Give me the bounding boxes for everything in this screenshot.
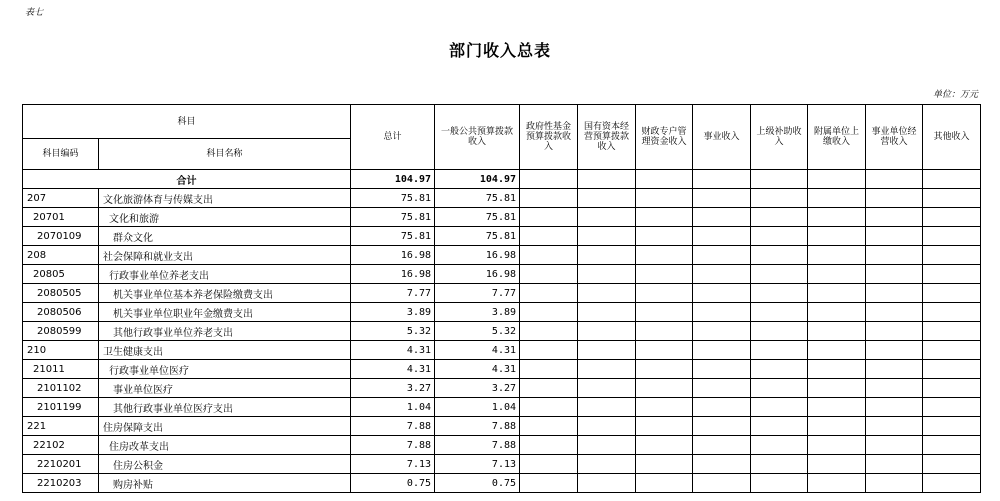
row-code: 21011 [23, 360, 99, 379]
row-name: 行政事业单位医疗 [99, 360, 351, 379]
empty-cell [636, 208, 693, 227]
empty-cell [923, 455, 981, 474]
empty-cell [636, 322, 693, 341]
row-code: 2210201 [23, 455, 99, 474]
empty-cell [808, 360, 866, 379]
empty-cell [866, 360, 923, 379]
empty-cell [923, 360, 981, 379]
empty-cell [808, 246, 866, 265]
table-row [23, 417, 981, 436]
row-total: 3.89 [351, 303, 435, 322]
row-code: 2080505 [23, 284, 99, 303]
empty-cell [751, 303, 808, 322]
row-total: 4.31 [351, 360, 435, 379]
empty-cell [578, 417, 636, 436]
empty-cell [751, 360, 808, 379]
row-code: 208 [23, 246, 99, 265]
empty-cell [636, 360, 693, 379]
row-general: 7.88 [435, 417, 520, 436]
header-row-1 [23, 105, 981, 139]
empty-cell [520, 284, 578, 303]
row-name: 文化旅游体育与传媒支出 [99, 189, 351, 208]
empty-cell [693, 265, 751, 284]
row-name: 文化和旅游 [99, 208, 351, 227]
row-code: 2080599 [23, 322, 99, 341]
row-general: 75.81 [435, 208, 520, 227]
empty-cell [866, 455, 923, 474]
empty-cell [751, 189, 808, 208]
empty-cell [520, 322, 578, 341]
empty-cell [520, 265, 578, 284]
empty-cell [866, 322, 923, 341]
table-row [23, 455, 981, 474]
empty-cell [693, 208, 751, 227]
empty-cell [636, 417, 693, 436]
empty-cell [636, 455, 693, 474]
empty-cell [693, 417, 751, 436]
empty-cell [808, 341, 866, 360]
empty-cell [578, 246, 636, 265]
row-general: 3.27 [435, 379, 520, 398]
empty-cell [578, 265, 636, 284]
empty-cell [808, 189, 866, 208]
empty-cell [866, 474, 923, 493]
table-row [23, 246, 981, 265]
empty-cell [636, 379, 693, 398]
row-code: 207 [23, 189, 99, 208]
empty-cell [866, 398, 923, 417]
row-general: 7.77 [435, 284, 520, 303]
empty-cell [636, 284, 693, 303]
empty-cell [866, 303, 923, 322]
table-row [23, 227, 981, 246]
empty-cell [578, 436, 636, 455]
empty-cell [923, 189, 981, 208]
empty-cell [636, 398, 693, 417]
empty-cell [578, 474, 636, 493]
empty-cell [693, 398, 751, 417]
row-general: 5.32 [435, 322, 520, 341]
row-total: 5.32 [351, 322, 435, 341]
header-gov-fund: 政府性基金预算拨款收入 [520, 105, 578, 170]
row-name: 住房保障支出 [99, 417, 351, 436]
empty-cell [693, 227, 751, 246]
row-name: 住房改革支出 [99, 436, 351, 455]
empty-cell [520, 227, 578, 246]
row-total: 7.13 [351, 455, 435, 474]
row-general: 16.98 [435, 246, 520, 265]
empty-cell [923, 379, 981, 398]
empty-cell [693, 189, 751, 208]
empty-cell [808, 284, 866, 303]
row-general: 4.31 [435, 360, 520, 379]
empty-cell [923, 474, 981, 493]
empty-cell [866, 436, 923, 455]
empty-cell [578, 322, 636, 341]
empty-cell [578, 227, 636, 246]
empty-cell [923, 227, 981, 246]
table-row [23, 265, 981, 284]
row-general: 7.13 [435, 455, 520, 474]
empty-cell [693, 303, 751, 322]
header-fiscal-special: 财政专户管理资金收入 [636, 105, 693, 170]
empty-cell [578, 341, 636, 360]
empty-cell [808, 322, 866, 341]
row-general: 16.98 [435, 265, 520, 284]
empty-cell [751, 398, 808, 417]
empty-cell [520, 208, 578, 227]
row-general: 1.04 [435, 398, 520, 417]
empty-cell [808, 436, 866, 455]
empty-cell [520, 189, 578, 208]
header-business: 事业收入 [693, 105, 751, 170]
row-name: 其他行政事业单位医疗支出 [99, 398, 351, 417]
empty-cell [520, 379, 578, 398]
empty-cell [693, 360, 751, 379]
row-name: 机关事业单位职业年金缴费支出 [99, 303, 351, 322]
empty-cell [520, 303, 578, 322]
row-code: 2210203 [23, 474, 99, 493]
empty-cell [520, 474, 578, 493]
empty-cell [808, 455, 866, 474]
row-total: 16.98 [351, 246, 435, 265]
total-row [23, 170, 981, 189]
empty-cell [693, 379, 751, 398]
empty-cell [866, 417, 923, 436]
empty-cell [636, 227, 693, 246]
empty-cell [578, 284, 636, 303]
empty-cell [520, 455, 578, 474]
empty-cell [578, 303, 636, 322]
empty-cell [520, 398, 578, 417]
total-total: 104.97 [351, 170, 435, 189]
row-total: 7.88 [351, 436, 435, 455]
row-total: 75.81 [351, 208, 435, 227]
empty-cell [808, 208, 866, 227]
empty-cell [578, 379, 636, 398]
row-general: 4.31 [435, 341, 520, 360]
empty-cell [751, 322, 808, 341]
empty-cell [866, 284, 923, 303]
row-total: 75.81 [351, 227, 435, 246]
table-row [23, 436, 981, 455]
page-title: 部门收入总表 [448, 41, 551, 60]
total-label: 合计 [23, 170, 351, 189]
row-general: 7.88 [435, 436, 520, 455]
row-total: 7.77 [351, 284, 435, 303]
empty-cell [693, 341, 751, 360]
empty-cell [751, 417, 808, 436]
row-name: 卫生健康支出 [99, 341, 351, 360]
row-code: 20805 [23, 265, 99, 284]
empty-cell [866, 246, 923, 265]
unit-label: 单位：万元 [932, 90, 978, 100]
row-total: 16.98 [351, 265, 435, 284]
row-total: 75.81 [351, 189, 435, 208]
empty-cell [923, 417, 981, 436]
total-general: 104.97 [435, 170, 520, 189]
header-affiliated: 附属单位上缴收入 [808, 105, 866, 170]
empty-cell [751, 227, 808, 246]
header-operating: 事业单位经营收入 [866, 105, 923, 170]
empty-cell [751, 474, 808, 493]
empty-cell [636, 474, 693, 493]
empty-cell [578, 189, 636, 208]
empty-cell [808, 398, 866, 417]
empty-cell [693, 322, 751, 341]
row-name: 社会保障和就业支出 [99, 246, 351, 265]
table-row [23, 208, 981, 227]
row-total: 1.04 [351, 398, 435, 417]
row-general: 0.75 [435, 474, 520, 493]
table-row [23, 189, 981, 208]
empty-cell [578, 208, 636, 227]
header-subject: 科目 [23, 105, 351, 139]
row-name: 事业单位医疗 [99, 379, 351, 398]
empty-cell [751, 379, 808, 398]
row-code: 2101199 [23, 398, 99, 417]
empty-cell [808, 303, 866, 322]
empty-cell [808, 379, 866, 398]
empty-cell [866, 265, 923, 284]
row-total: 4.31 [351, 341, 435, 360]
row-name: 其他行政事业单位养老支出 [99, 322, 351, 341]
header-name: 科目名称 [99, 139, 351, 170]
empty-cell [693, 284, 751, 303]
empty-cell [866, 379, 923, 398]
empty-cell [751, 455, 808, 474]
table-row [23, 379, 981, 398]
empty-cell [751, 208, 808, 227]
header-total: 总计 [351, 105, 435, 170]
empty-cell [808, 417, 866, 436]
header-state-capital: 国有资本经营预算拨款收入 [578, 105, 636, 170]
row-code: 2070109 [23, 227, 99, 246]
empty-cell [693, 474, 751, 493]
table-body [23, 105, 981, 493]
table-row [23, 303, 981, 322]
empty-cell [693, 455, 751, 474]
header-other: 其他收入 [923, 105, 981, 170]
row-name: 群众文化 [99, 227, 351, 246]
empty-cell [866, 227, 923, 246]
empty-cell [636, 189, 693, 208]
row-total: 0.75 [351, 474, 435, 493]
empty-cell [923, 341, 981, 360]
row-total: 3.27 [351, 379, 435, 398]
empty-cell [923, 265, 981, 284]
table-row [23, 474, 981, 493]
empty-cell [636, 303, 693, 322]
row-code: 210 [23, 341, 99, 360]
empty-cell [693, 246, 751, 265]
empty-cell [923, 322, 981, 341]
empty-cell [866, 189, 923, 208]
table-row [23, 322, 981, 341]
empty-cell [693, 436, 751, 455]
empty-cell [520, 417, 578, 436]
row-code: 2101102 [23, 379, 99, 398]
row-general: 75.81 [435, 227, 520, 246]
row-total: 7.88 [351, 417, 435, 436]
table-row [23, 398, 981, 417]
empty-cell [751, 246, 808, 265]
empty-cell [923, 398, 981, 417]
empty-cell [923, 303, 981, 322]
empty-cell [520, 436, 578, 455]
empty-cell [520, 360, 578, 379]
header-superior-subsidy: 上级补助收入 [751, 105, 808, 170]
row-code: 2080506 [23, 303, 99, 322]
row-code: 221 [23, 417, 99, 436]
row-name: 行政事业单位养老支出 [99, 265, 351, 284]
table-row [23, 341, 981, 360]
empty-cell [866, 208, 923, 227]
empty-cell [808, 474, 866, 493]
empty-cell [578, 398, 636, 417]
row-general: 75.81 [435, 189, 520, 208]
empty-cell [808, 227, 866, 246]
empty-cell [636, 341, 693, 360]
empty-cell [520, 341, 578, 360]
empty-cell [808, 265, 866, 284]
row-name: 购房补贴 [99, 474, 351, 493]
income-table [22, 104, 981, 493]
empty-cell [923, 246, 981, 265]
empty-cell [866, 341, 923, 360]
row-general: 3.89 [435, 303, 520, 322]
empty-cell [751, 436, 808, 455]
empty-cell [520, 246, 578, 265]
empty-cell [636, 265, 693, 284]
empty-cell [578, 360, 636, 379]
empty-cell [636, 246, 693, 265]
empty-cell [636, 436, 693, 455]
empty-cell [923, 208, 981, 227]
table-row [23, 284, 981, 303]
empty-cell [923, 436, 981, 455]
empty-cell [578, 455, 636, 474]
empty-cell [751, 265, 808, 284]
row-name: 住房公积金 [99, 455, 351, 474]
header-code: 科目编码 [23, 139, 99, 170]
row-name: 机关事业单位基本养老保险缴费支出 [99, 284, 351, 303]
empty-cell [923, 284, 981, 303]
row-code: 20701 [23, 208, 99, 227]
table-row [23, 360, 981, 379]
empty-cell [751, 341, 808, 360]
row-code: 22102 [23, 436, 99, 455]
table-number-label: 表七 [25, 8, 44, 18]
header-general-budget: 一般公共预算拨款收入 [435, 105, 520, 170]
empty-cell [751, 284, 808, 303]
